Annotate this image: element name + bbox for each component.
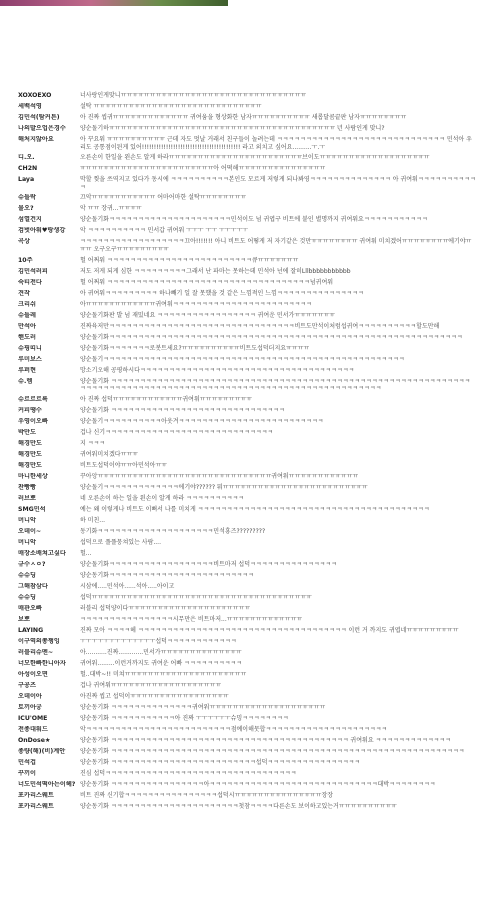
top-image-strip — [0, 0, 228, 6]
row-separator — [18, 277, 480, 278]
comment-text: 양순돌기ㅋㅋㅋㅋㅋㅋㅋㅋㅋㅋㅋㅋㅋㅋㅋㅋㅋㅋㅋㅋㅋㅋㅋㅋㅋㅋㅋㅋㅋㅋㅋㅋㅋㅋㅋㅋㅋㅋㅋㅋㅋㅋㅋㅋㅋㅋㅋㅋㅋㅋㅋㅋ — [80, 355, 405, 363]
row-separator — [18, 310, 480, 311]
row-separator — [18, 570, 480, 571]
row-separator — [18, 416, 480, 417]
comment-text: 섭덕ㅠㅠㅠㅠㅠㅠㅠㅠㅠㅠㅠㅠㅠㅠㅠㅠㅠㅠㅠㅠㅠㅠㅠㅠㅠㅠㅠㅠㅠㅠㅠㅠㅠㅠㅠㅠㅠㅠ — [80, 593, 312, 601]
comment-row — [0, 257, 480, 265]
row-separator — [18, 255, 480, 256]
comment-row — [0, 114, 480, 122]
row-separator — [18, 438, 480, 439]
comment-nickname[interactable]: 꾸끼이 — [18, 769, 36, 777]
comment-nickname[interactable]: LAYING — [18, 626, 44, 634]
comment-nickname[interactable]: CH2N — [18, 165, 38, 173]
comment-text: 헐..대박~!! 미쳐ㅠㅠㅠㅠㅠㅠㅠㅠㅠㅠㅠㅠㅠㅠㅠㅠㅠㅠㅠㅠㅠ — [80, 670, 247, 678]
comment-row — [0, 495, 480, 503]
comment-nickname[interactable]: 머니악 — [18, 516, 36, 524]
comment-text: 양순돌기화ㅋㅋㅋㅋㅋㅋㅋㅋㅋㅋㅋㅋㅋㅋㅋㅋㅋㅋ비트마저 섭덕ㅋㅋㅋㅋㅋㅋㅋㅋㅋㅋㅋㅋㅋㅋㅋ — [80, 560, 337, 568]
comment-text: 양순동기화 ㅋㅋㅋㅋㅋㅋㅋㅋㅋㅋㅋㅋㅋㅋ귀여워ㅠㅠㅠㅠㅠㅠㅠㅠㅠㅠㅠㅠㅠㅠㅠㅠㅠㅠㅠㅠ — [80, 703, 326, 711]
comment-nickname[interactable]: 그해참삼다 — [18, 582, 48, 590]
comment-row — [0, 649, 480, 657]
comment-nickname[interactable]: 10주 — [18, 256, 33, 264]
comment-row — [0, 693, 480, 701]
comment-row — [0, 205, 480, 213]
row-separator — [18, 526, 480, 527]
comment-nickname[interactable]: 민석겁 — [18, 758, 36, 766]
comment-text: 막할 찢을 쓰역지고 있다가 동시에 ㅋㅋㅋㅋㅋㅋㅋㅋㅋㅋ본인도 모르게 저렇게 되나봐영ㅋㅋㅋㅋㅋㅋㅋㅋㅋㅋㅋㅋㅋㅋ 아 귀여워ㅋㅋㅋㅋㅋㅋㅋㅋㅋㅋㅋ — [80, 176, 476, 191]
comment-nickname[interactable]: SMG민석 — [18, 505, 46, 513]
comment-row — [0, 517, 480, 525]
row-separator — [18, 768, 480, 769]
comment-row — [0, 616, 480, 624]
row-separator — [18, 365, 480, 366]
row-separator — [18, 288, 480, 289]
comment-row — [0, 440, 480, 448]
row-separator — [18, 680, 480, 681]
comment-text: 진심 섭덕ㅋㅋㅋㅋㅋㅋㅋㅋㅋㅋㅋㅋㅋㅋㅋㅋㅋㅋㅋㅋㅋㅋㅋㅋㅋㅋㅋㅋㅋㅋㅋㅋㅋ — [80, 769, 297, 777]
comment-nickname[interactable]: 매관오빠 — [18, 604, 42, 612]
comment-text: 양순돌기화ㅋㅋㅋㅋㅋㅋㅋㅋㅋㅋㅋㅋㅋㅋㅋㅋㅋㅋㅋㅋㅋㅋㅋㅋㅋㅋㅋㅋㅋㅋㅋㅋㅋㅋㅋㅋㅋㅋㅋㅋㅋㅋㅋㅋㅋㅋㅋㅋㅋㅋㅋㅋㅋㅋㅋㅋㅋㅋㅋㅋㅋ — [80, 333, 463, 341]
comment-nickname[interactable]: 토끼아궁 — [18, 703, 42, 711]
comment-row — [0, 367, 480, 375]
comment-nickname[interactable]: 찬빵빵 — [18, 483, 36, 491]
comment-row — [0, 737, 480, 745]
comment-text: ㅋㅋㅋㅋㅋㅋㅋㅋㅋㅋㅋㅋㅋㅋㅋㅋ시무만은 비트마저...ㅠㅠㅠㅠㅠㅠㅠㅠㅠㅠㅠㅠㅠ — [80, 615, 303, 623]
row-separator — [18, 343, 480, 344]
comment-row — [0, 704, 480, 712]
comment-text: 망소기오해 공평하시다ㅋㅋㅋㅋㅋㅋㅋㅋㅋㅋㅋㅋㅋㅋㅋㅋㅋㅋㅋㅋㅋㅋㅋㅋㅋㅋㅋㅋㅋㅋㅋㅋㅋㅋㅋㅋㅋ — [80, 366, 355, 374]
comment-text: 끄악ㅠㅠㅠㅠㅠㅠㅠㅠㅠㅠㅠ 어마어마한 설탁ㅠㅠㅠㅠㅠㅠㅠㅠ — [80, 194, 247, 202]
comment-text: 양순돌기하ㅠㅠㅠㅠㅠㅠㅠㅠㅠㅠㅠㅠㅠㅠㅠㅠㅠㅠㅠㅠㅠㅠㅠㅠㅠㅠㅠㅠㅠㅠㅠㅠㅠㅠㅠㅠㅠㅠㅠ 년 사람인게 맞니? — [80, 125, 385, 132]
row-separator — [18, 101, 480, 102]
row-separator — [18, 581, 480, 582]
comment-nickname[interactable]: 구공즈 — [18, 681, 36, 689]
row-separator — [18, 603, 480, 604]
comment-text: 네 오른손이 하는 일을 왼손이 알게 하라 ㅋㅋㅋㅋㅋㅋㅋㅋㅋㅋ — [80, 494, 245, 502]
comment-nickname[interactable]: 마니한세상 — [18, 472, 48, 480]
row-separator — [18, 746, 480, 747]
row-separator — [18, 691, 480, 692]
comment-nickname[interactable]: 크리쉬 — [18, 300, 36, 308]
comment-row — [0, 473, 480, 481]
comment-text: 양순돌기ㅋㅋㅋㅋㅋㅋㅋㅋㅋㅋㅋㅋㅋ에기야?????? 뭐ㅠㅠㅠㅠㅠㅠㅠㅠㅠㅠㅠㅠㅠㅠㅠㅠㅠㅠㅠㅠㅠㅠㅠㅠㅠ — [80, 483, 368, 491]
comment-text: 양순동기화 ㅋㅋㅋㅋㅋㅋㅋㅋㅋㅋㅋㅋㅋㅋㅋㅋㅋㅋㅋㅋㅋㅋㅋㅋㅋㅋㅋㅋㅋㅋㅋㅋㅋㅋㅋㅋㅋㅋㅋㅋㅋ 귀여워요 ㅋㅋㅋㅋㅋㅋㅋㅋㅋㅋㅋㅋㅋ — [80, 736, 451, 744]
comment-row — [0, 803, 480, 811]
row-separator — [18, 504, 480, 505]
comment-text: 악 ㅠㅠ 장귀...ㅠㅠㅠㅠ — [80, 205, 142, 213]
comment-row — [0, 682, 480, 690]
comment-text: 시삼에.....민석아......석아.....아이고 — [80, 582, 175, 590]
row-separator — [18, 790, 480, 791]
comment-nickname[interactable]: 포카리스웨트 — [18, 802, 54, 810]
comment-nickname[interactable]: 물오? — [18, 205, 34, 213]
comment-row — [0, 748, 480, 756]
row-separator — [18, 636, 480, 637]
comment-text: 비트 진짜 신기합ㅋㅋㅋㅋㅋㅋㅋㅋㅋㅋㅋㅋㅋㅋㅋㅋ섭덕시ㅠㅠㅠㅠㅠㅠㅠㅠㅠㅠㅠㅠㅠㅠㅠ장장 — [80, 791, 334, 799]
comment-row — [0, 583, 480, 591]
comment-text: 악 ㅋㅋㅋㅋㅋㅋㅋㅋㅋㅋ 민서갑 귀여워 ㅜㅜㅜ ㅜㅜ ㅜㅜㅜㅜㅜ — [80, 227, 248, 235]
comment-row — [0, 660, 480, 668]
comment-nickname[interactable]: OnDose★ — [18, 736, 51, 744]
row-separator — [18, 801, 480, 802]
row-separator — [18, 471, 480, 472]
comment-nickname[interactable]: 매장소배쳐고싶다 — [18, 549, 66, 557]
row-separator — [18, 702, 480, 703]
row-separator — [18, 812, 480, 813]
row-separator — [18, 592, 480, 593]
comment-text: 꾸아앙ㅠㅠㅠㅠㅠㅠㅠㅠㅠㅠㅠㅠㅠㅠㅠㅠㅠㅠㅠㅠㅠㅠㅠㅠㅠㅠㅠㅠㅠㅠ귀여워ㅠㅠㅠㅠㅠㅠㅠㅠㅠㅠㅠㅠ — [80, 472, 359, 480]
row-separator — [18, 405, 480, 406]
comment-row — [0, 726, 480, 734]
row-separator — [18, 779, 480, 780]
comment-text: 양순돌기화판 발 넘 재밌네요 ㅋㅋㅋㅋㅋㅋㅋㅋㅋㅋㅋㅋㅋㅋㅋㅋㅋ 귀여운 민서가ㅠㅠㅠㅠㅠㅠㅠ — [80, 311, 335, 319]
comment-text: 악ㅋㅋㅋㅋㅋㅋㅋㅋㅋㅋㅋㅋㅋㅋㅋㅋㅋㅋㅋㅋㅋㅋㅋㅋㅋ점예이해뭇합ㅋㅋㅋㅋㅋㅋㅋㅋㅋㅋㅋㅋㅋㅋㅋㅋㅋㅋㅋㅋㅋ — [80, 725, 388, 733]
comment-nickname[interactable]: 루퍼현 — [18, 366, 36, 374]
row-separator — [18, 460, 480, 461]
comment-row — [0, 301, 480, 309]
comment-row — [0, 539, 480, 547]
comment-row — [0, 227, 480, 235]
row-separator — [18, 332, 480, 333]
comment-nickname[interactable]: 김민석(탐커튼) — [18, 114, 60, 121]
comment-text: ㅋㅋㅋㅋㅋㅋㅋㅋㅋㅋㅋㅋㅋㅋㅋㅋㅋㅋ끄아!!!!!!! 아니 비트도 어떻게 저 자기같은 것만ㅠㅠㅠㅠㅠㅠㅠㅠ 귀여워 미치겠어ㅠㅠㅠㅠㅠㅠㅠㅠ에기야ㅠㅠㅠ 오구오구ㅠㅠㅠㅠㅠㅠㅠㅠㅠ — [80, 238, 472, 253]
comment-nickname[interactable]: 러브뽀 — [18, 494, 36, 502]
comment-nickname[interactable]: XOXOEXO — [18, 92, 52, 99]
comment-nickname[interactable]: 오데이~ — [18, 527, 42, 535]
comment-row — [0, 781, 480, 789]
comment-row — [0, 356, 480, 364]
row-separator — [18, 757, 480, 758]
comment-text: 아 꾸요워 ㅠㅠㅠㅠㅠㅠㅠㅠㅠㅠ 근데 자도 멋날 거래서 친구들이 놀려는데 ㅋㅋㅋㅋㅋㅋㅋㅋㅋㅋㅋㅋㅋㅋㅋㅋㅋㅋㅋㅋㅋㅋㅋㅋㅋㅋㅋㅋㅋ 민석아 우리도 공통점이된게 있어!!!!!!!!!!!!!!!!!!!!!!!!!!!!!!!!!!!!!!!!! 라고 외치고 싶어요..........ㅜ.ㅜ — [80, 136, 472, 151]
comment-row — [0, 638, 480, 646]
comment-text: 오른손이 한일을 왼손도 알게 하라ㅠㅠㅠㅠㅠㅠㅠㅠㅠㅠㅠㅠㅠㅠㅠㅠㅠㅠㅠㅠㅠㅠㅠ브이도ㅠㅠㅠㅠㅠㅠㅠㅠㅠㅠㅠㅠㅠㅠㅠㅠㅠㅠㅠ — [80, 154, 430, 162]
comment-list — [0, 92, 480, 814]
comment-text: 양순돌기화 ㅋㅋㅋㅋㅋㅋㅋㅋㅋㅋㅋㅋㅋㅋㅋㅋㅋㅋㅋㅋㅋㅋㅋㅋㅋㅋㅋㅋㅋㅋㅋㅋㅋㅋㅋㅋㅋㅋㅋㅋㅋㅋㅋㅋㅋㅋㅋㅋㅋㅋㅋㅋㅋㅋㅋㅋㅋㅋㅋㅋㅋㅋㅋㅋㅋㅋㅋㅋㅋㅋㅋㅋㅋㅋㅋㅋㅋㅋㅋㅋㅋㅋㅋㅋㅋㅋㅋㅋㅋㅋㅋㅋㅋㅋㅋㅋㅋㅋㅋㅋㅋㅋㅋㅋㅋㅋㅋㅋㅋㅋㅋㅋㅋㅋ — [80, 377, 471, 393]
comment-nickname[interactable]: 오데이아 — [18, 692, 42, 700]
comment-row — [0, 323, 480, 331]
comment-text: 아 귀여워ㅋㅋㅋㅋㅋㅋㅋㅋㅋ 하나빼기 일 잘 못했을 것 같은 느낌적인 느낌ㅋㅋㅋㅋㅋㅋㅋㅋㅋㅋㅋㅋㅋㅋㅋ — [80, 289, 364, 297]
row-separator — [18, 449, 480, 450]
row-separator — [18, 658, 480, 659]
comment-text: 하 미친... — [80, 516, 106, 524]
comment-row — [0, 238, 480, 253]
comment-text: ㅠㅠㅠㅠㅠㅠㅠㅠㅠㅠㅠㅠㅠㅠㅠㅠㅠㅠㅠㅠㅠㅠㅠ아 어떡해ㅠㅠㅠㅠㅠㅠㅠㅠㅠㅠㅠㅠㅠㅠㅠ — [80, 165, 326, 173]
comment-text: 헐 어쩌워 ㅋㅋㅋㅋㅋㅋㅋㅋㅋㅋㅋㅋㅋㅋㅋㅋㅋㅋㅋㅋㅋㅋㅋㅋㅋㅋㅋㅋㅋㅋㅋㅋㅋㅋㅋ넘귀여워 — [80, 278, 334, 286]
row-separator — [18, 266, 480, 267]
comment-text: 겁나 귀여워ㅠㅠㅠㅠㅠㅠㅠㅠㅠㅠㅠㅠㅠㅠㅠㅠㅠㅠㅠ — [80, 681, 222, 689]
comment-text: 진짜 모아 ㅋㅋㅋㅋ헤 ㅋㅋㅋㅋㅋㅋㅋㅋㅋㅋㅋㅋㅋㅋㅋㅋㅋㅋㅋㅋㅋㅋㅋㅋㅋㅋㅋㅋㅋㅋㅋㅋㅋㅋㅋㅋ 이런 거 까지도 귀엽네ㅠㅠㅠㅠㅠㅠㅠㅠㅠ — [80, 626, 459, 634]
comment-row — [0, 312, 480, 320]
row-separator — [18, 321, 480, 322]
comment-text: 동기화ㅋㅋㅋㅋㅋㅋㅋㅋㅋㅋㅋㅋㅋㅋㅋㅋㅋㅋㅋㅋ민석횽즈????????? — [80, 527, 266, 535]
row-separator — [18, 493, 480, 494]
comment-row — [0, 462, 480, 470]
row-separator — [18, 482, 480, 483]
comment-nickname[interactable]: 김민석러피 — [18, 267, 48, 275]
comment-nickname[interactable]: 슈슈딩 — [18, 593, 36, 601]
comment-text: 러블리 섭덕양이다ㅠㅠㅠㅠㅠㅠㅠㅠㅠㅠㅠㅠㅠㅠㅠㅠㅠㅠㅠㅠㅠ — [80, 604, 250, 612]
comment-nickname[interactable]: 우영이오빠 — [18, 417, 48, 425]
comment-row — [0, 605, 480, 613]
comment-text: 양순동기화 ㅋㅋㅋㅋㅋㅋㅋㅋㅋㅋㅋㅋㅋㅋㅋㅋ아ㅋㅋㅋㅋㅋㅋㅋㅋㅋㅋㅋㅋㅋㅋㅋㅋㅋㅋㅋㅋㅋㅋㅋㅋㅋㅋㅋㅋㅋ대박ㅋㅋㅋㅋㅋㅋㅋㅋ — [80, 780, 436, 788]
comment-text: 아...........진짜.............민서가ㅠㅠㅠㅠㅠㅠㅠㅠㅠㅠㅠㅠㅠㅠ — [80, 648, 242, 656]
comment-text: 양순동기화 ㅋㅋㅋㅋㅋㅋㅋㅋㅋㅋㅋ아 진짜 ㅜㅜㅜㅜㅜㅜ슈밍ㅋㅋㅋㅋㅋㅋㅋㅋ — [80, 714, 289, 722]
comment-row — [0, 770, 480, 778]
comment-nickname[interactable]: 디.오. — [18, 154, 35, 162]
comment-row — [0, 484, 480, 492]
comment-row — [0, 671, 480, 679]
comment-nickname[interactable]: 해경만도 — [18, 461, 42, 469]
comment-nickname[interactable]: 커피땡수 — [18, 406, 42, 414]
comment-row — [0, 154, 480, 162]
comment-nickname[interactable]: 너도민석떡아는이헤? — [18, 780, 76, 788]
comment-text: 비트도섭덕이야ㅠㅠ아민석아ㅠㅠ — [80, 461, 167, 469]
row-separator — [18, 427, 480, 428]
comment-row — [0, 594, 480, 602]
comment-text: 귀여워미치겠다ㅠㅠㅠ — [80, 450, 138, 458]
comment-text: 진짜육저만ㅋㅋㅋㅋㅋㅋㅋㅋㅋㅋㅋㅋㅋㅋㅋㅋㅋㅋㅋㅋㅋㅋㅋㅋㅋㅋㅋㅋㅋㅋㅋㅋ비트도만석이처럼섭귀여ㅋㅋㅋㅋㅋㅋㅋㅋㅋㅋ할도만해 — [80, 322, 440, 330]
comment-nickname[interactable]: 슈들레 — [18, 311, 36, 319]
row-separator — [18, 669, 480, 670]
comment-nickname[interactable]: 종량(해)(비)계안 — [18, 747, 66, 755]
comment-text: 양순돌기화ㅋㅋㅋㅋㅋㅋㅋㅋㅋㅋㅋㅋㅋㅋㅋㅋㅋㅋㅋㅋㅋ민석이도 넘 귀엽구 비트에 붙인 별명까지 귀여워요ㅋㅋㅋㅋㅋㅋㅋㅋㅋㅋㅋ — [80, 216, 428, 224]
comment-nickname[interactable]: 슈.렘 — [18, 377, 33, 385]
comment-row — [0, 627, 480, 635]
comment-row — [0, 103, 480, 111]
comment-row — [0, 506, 480, 514]
comment-text: 양순동기화ㅋㅋㅋㅋㅋㅋㅋㅋㅋㅋㅋㅋㅋㅋㅋㅋㅋㅋㅋㅋㅋㅋㅋㅋㅋ — [80, 571, 254, 579]
row-separator — [18, 614, 480, 615]
comment-text: ㅜㅜㅜㅜㅜㅜㅜㅜㅜㅜㅜㅜㅜ섭덕ㅋㅋㅋㅋㅋㅋㅋㅋㅋㅋㅋㅋ — [80, 637, 237, 645]
comment-text: 저도 저게 되게 심한 ㅋㅋㅋㅋㅋㅋㅋㅋㅋ그래서 난 파마는 못하는데 민석아 넌에 잘히Lllbbbbbbbbbbb — [80, 267, 351, 275]
comment-nickname[interactable]: 이구역의쫑쩡잉 — [18, 637, 60, 645]
comment-nickname[interactable]: ICU'OME — [18, 714, 48, 722]
comment-nickname[interactable]: 슈핑띠니 — [18, 344, 42, 352]
comment-nickname[interactable]: 핸도러 — [18, 333, 36, 341]
row-separator — [18, 735, 480, 736]
comment-nickname[interactable]: 견작 — [18, 289, 30, 297]
comment-nickname[interactable]: 머니악 — [18, 538, 36, 546]
comment-nickname[interactable]: 전종대워드 — [18, 725, 48, 733]
comment-nickname[interactable]: 규수ㅅㅇ? — [18, 560, 46, 568]
comment-text: 아진짜 씹고 섭덕이ㅠㅠㅠㅠㅠㅠㅠㅠㅠㅠㅠㅠㅠㅠㅠㅠㅠ — [80, 692, 229, 700]
row-separator — [18, 647, 480, 648]
comment-row — [0, 429, 480, 437]
comment-row — [0, 334, 480, 342]
comment-row — [0, 268, 480, 276]
row-separator — [18, 123, 480, 124]
comment-row — [0, 528, 480, 536]
comment-text: 양순동기화 ㅋㅋㅋㅋㅋㅋㅋㅋㅋㅋㅋㅋㅋㅋㅋㅋㅋㅋㅋㅋㅋㅋㅋㅋㅋㅋㅋㅋㅋㅋㅋㅋㅋㅋㅋㅋㅋㅋㅋㅋㅋㅋㅋㅋㅋㅋㅋㅋㅋㅋㅋㅋㅋㅋㅋㅋㅋㅋㅋㅋㅋ — [80, 747, 465, 755]
comment-text: 양순돌기ㅋㅋㅋㅋㅋㅋㅋㅋㅋㅋ아웃겨ㅋㅋㅋㅋㅋㅋㅋㅋㅋㅋㅋㅋㅋㅋㅋㅋㅋㅋㅋㅋㅋㅋㅋㅋㅋ — [80, 417, 324, 425]
comment-nickname[interactable]: 루미보스 — [18, 355, 42, 363]
comment-nickname[interactable]: 섬열건지 — [18, 216, 42, 224]
comment-nickname[interactable]: 포카리스웨트 — [18, 791, 54, 799]
comment-row — [0, 396, 480, 404]
comment-nickname[interactable]: 곡상 — [18, 238, 30, 246]
row-separator — [18, 548, 480, 549]
comment-text: 양순동기화 ㅋㅋㅋㅋㅋㅋㅋㅋㅋㅋㅋㅋㅋㅋㅋㅋㅋㅋㅋㅋㅋㅋ첫참ㅋㅋㅋㅋ다른손도 보이하고있는거ㅠㅠㅠㅠㅠㅠㅠㅠㅠㅠ — [80, 802, 397, 810]
comment-nickname[interactable]: 러블리슈멘~ — [18, 648, 54, 656]
row-separator — [18, 625, 480, 626]
row-separator — [18, 376, 480, 377]
comment-text: 아 진짜 씹귀ㅠㅠㅠㅠㅠㅠㅠㅠㅠㅠㅠㅠㅠ 귀여움을 형상화한 남자ㅠㅠㅠㅠㅠㅠㅠㅠㅠㅠ 새롭달콤끝판 남자ㅠㅠㅠㅠㅠㅠㅠㅠ — [80, 114, 407, 121]
comment-nickname[interactable]: 검벗아워♥랑생강 — [18, 227, 66, 235]
comment-row — [0, 572, 480, 580]
comment-nickname[interactable]: 해경만도 — [18, 439, 42, 447]
row-separator — [18, 112, 480, 113]
comment-text: 너사랑인게맞니ㅠㅠㅠㅠㅠㅠㅠㅠㅠㅠㅠㅠㅠㅠㅠㅠㅠㅠㅠㅠㅠㅠㅠㅠㅠㅠㅠㅠㅠㅠㅠㅠ — [80, 92, 307, 99]
comment-nickname[interactable]: 슈르르르륵 — [18, 395, 48, 403]
comment-nickname[interactable]: 너모한빠한니아자 — [18, 659, 66, 667]
comment-text: 아ㅠㅠㅠㅠㅠㅠㅠㅠㅠㅠㅠㅠ귀여워ㅋㅋㅋㅋㅋㅋㅋㅋㅋㅋㅋㅋㅋㅋㅋㅋㅋㅋㅋㅋㅋㅋㅋㅋ — [80, 300, 312, 308]
comment-text: 겁나 신기ㅋㅋㅋㅋㅋㅋㅋㅋㅋㅋㅋㅋㅋㅋㅋㅋㅋㅋㅋㅋㅋㅋㅋㅋㅋㅋㅋㅋㅋ — [80, 428, 274, 436]
comment-row — [0, 136, 480, 151]
comment-row — [0, 279, 480, 287]
comment-row — [0, 290, 480, 298]
comment-row — [0, 378, 480, 393]
comment-text: 양순돌기화ㅋㅋㅋㅋㅋㅋㅋ로봇트세요?ㅠㅠㅠㅠㅠㅠㅠㅠㅠㅠ비트도섭덕더지요ㅠㅠㅠㅠ — [80, 344, 310, 352]
comment-nickname[interactable]: 해처지않아요 — [18, 136, 54, 143]
comment-nickname[interactable]: 슈들락 — [18, 194, 36, 202]
comment-nickname[interactable]: 나의발으업은경수 — [18, 125, 66, 132]
comment-row — [0, 451, 480, 459]
comment-text: 헐 어쩌워 ㅋㅋㅋㅋㅋㅋㅋㅋㅋㅋㅋㅋㅋㅋㅋㅋㅋㅋㅋㅋㅋㅋㅋㅋㅋ큐ㅠㅠㅠㅠㅠㅠㅠ — [80, 256, 299, 264]
comment-row — [0, 165, 480, 173]
comment-row — [0, 418, 480, 426]
comment-row — [0, 216, 480, 224]
comment-nickname[interactable]: 해경만도 — [18, 450, 42, 458]
comment-text: 양순돌기화 ㅋㅋㅋㅋㅋㅋㅋㅋㅋㅋㅋㅋㅋㅋㅋㅋㅋㅋㅋㅋㅋㅋㅋㅋㅋㅋㅋㅋㅋㅋ — [80, 406, 285, 414]
comment-nickname[interactable]: 박만도 — [18, 428, 36, 436]
row-separator — [18, 537, 480, 538]
comment-row — [0, 92, 480, 100]
comment-row — [0, 715, 480, 723]
comment-row — [0, 561, 480, 569]
comment-text: 지 ㅋㅋㅋ — [80, 439, 106, 447]
comment-row — [0, 550, 480, 558]
row-separator — [18, 134, 480, 135]
comment-nickname[interactable]: 숙티전다 — [18, 278, 42, 286]
comment-text: 귀여워.........이런거까지도 귀여운 어빠 ㅋㅋㅋㅋㅋㅋㅋㅋㅋㅋ — [80, 659, 242, 667]
comment-nickname[interactable]: 만석아 — [18, 322, 36, 330]
row-separator — [18, 559, 480, 560]
comment-row — [0, 125, 480, 133]
row-separator — [18, 299, 480, 300]
comment-row — [0, 792, 480, 800]
comment-text: 양순동기화 ㅋㅋㅋㅋㅋㅋㅋㅋㅋㅋㅋㅋㅋㅋㅋㅋㅋㅋㅋㅋㅋㅋㅋㅋㅋ섭덕ㅋㅋㅋㅋㅋㅋㅋㅋㅋㅋㅋㅋㅋㅋㅋㅋ — [80, 758, 361, 766]
comment-text: 예는 왜 이렇게나 비트도 이뻐서 나를 미치게 ㅋㅋㅋㅋㅋㅋㅋㅋㅋㅋㅋㅋㅋㅋㅋㅋㅋㅋㅋㅋㅋㅋㅋㅋㅋㅋㅋㅋㅋㅋㅋㅋㅋㅋㅋㅋㅋㅋㅋㅋ — [80, 505, 430, 513]
comment-row — [0, 194, 480, 202]
comment-row — [0, 176, 480, 191]
comment-row — [0, 345, 480, 353]
row-separator — [18, 515, 480, 516]
comment-row — [0, 407, 480, 415]
comment-text: 아 진짜 섭덕ㅠㅠㅠㅠㅠㅠㅠㅠㅠㅠㅠㅠ귀여워ㅠㅠㅠㅠㅠㅠㅠㅠㅠ — [80, 395, 252, 403]
comment-nickname[interactable]: 슈슈딩 — [18, 571, 36, 579]
comment-text: 헐... — [80, 549, 92, 557]
comment-nickname[interactable]: 세백석영 — [18, 103, 42, 110]
comment-row — [0, 759, 480, 767]
comment-nickname[interactable]: 보뽀 — [18, 615, 30, 623]
comment-text: 설탁 ㅠㅠㅠㅠㅠㅠㅠㅠㅠㅠㅠㅠㅠㅠㅠㅠㅠㅠㅠㅠㅠㅠㅠㅠㅠㅠㅠㅠㅠ — [80, 103, 262, 110]
row-separator — [18, 354, 480, 355]
comment-text: 섭덕으로 플플뭉쳐있는 사람.... — [80, 538, 161, 546]
row-separator — [18, 713, 480, 714]
comment-nickname[interactable]: 아성이오면 — [18, 670, 48, 678]
row-separator — [18, 394, 480, 395]
comment-nickname[interactable]: Laya — [18, 176, 35, 184]
row-separator — [18, 724, 480, 725]
